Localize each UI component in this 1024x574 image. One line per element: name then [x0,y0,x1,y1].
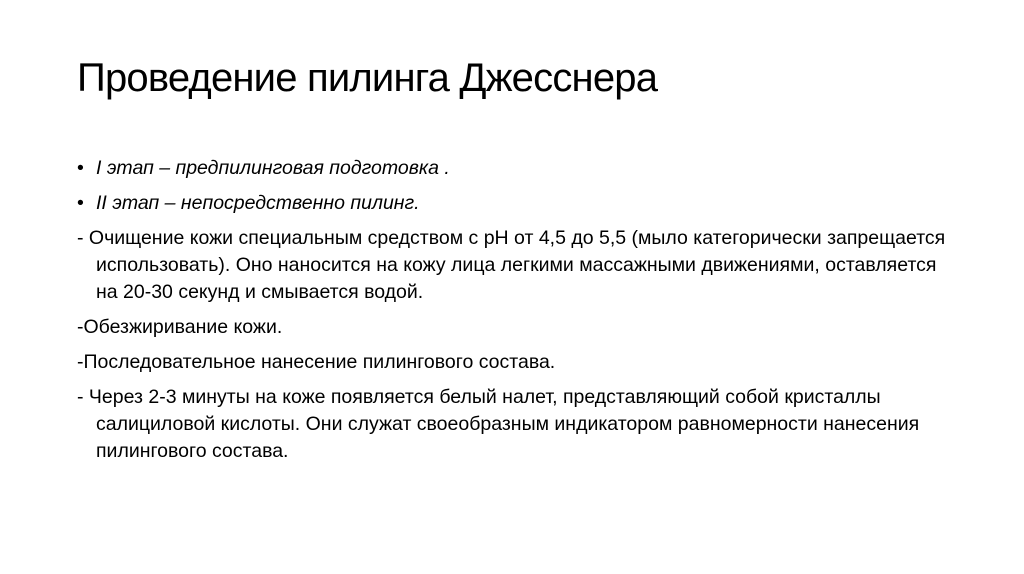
paragraph-application: -Последовательное нанесение пилингового состава. [77,351,556,373]
bullet-text: II этап – непосредственно пилинг. [96,192,420,214]
slide-title: Проведение пилинга Джесснера [77,56,658,100]
bullet-text: I этап – предпилинговая подготовка . [96,157,450,179]
paragraph-degreasing: -Обезжиривание кожи. [77,316,283,338]
bullet-marker: • [77,157,84,179]
slide-body [77,155,957,473]
bullet-item-stage-2 [77,190,957,217]
paragraph-cleansing: - Очищение кожи специальным средством с pH от 4,5 до 5,5 (мыло категорически запрещается использовать). Оно наносится на кожу лица легкими массажными движениями, оставляется на 20-30 секунд и смывается водой. [77,227,946,303]
paragraph-white-coating: - Через 2-3 минуты на коже появляется белый налет, представляющий собой кристаллы салициловой кислоты. Они служат своеобразным индикатором равномерности нанесения пилингового состава. [77,386,920,462]
bullet-marker: • [77,192,84,214]
bullet-item-stage-1 [77,155,957,182]
